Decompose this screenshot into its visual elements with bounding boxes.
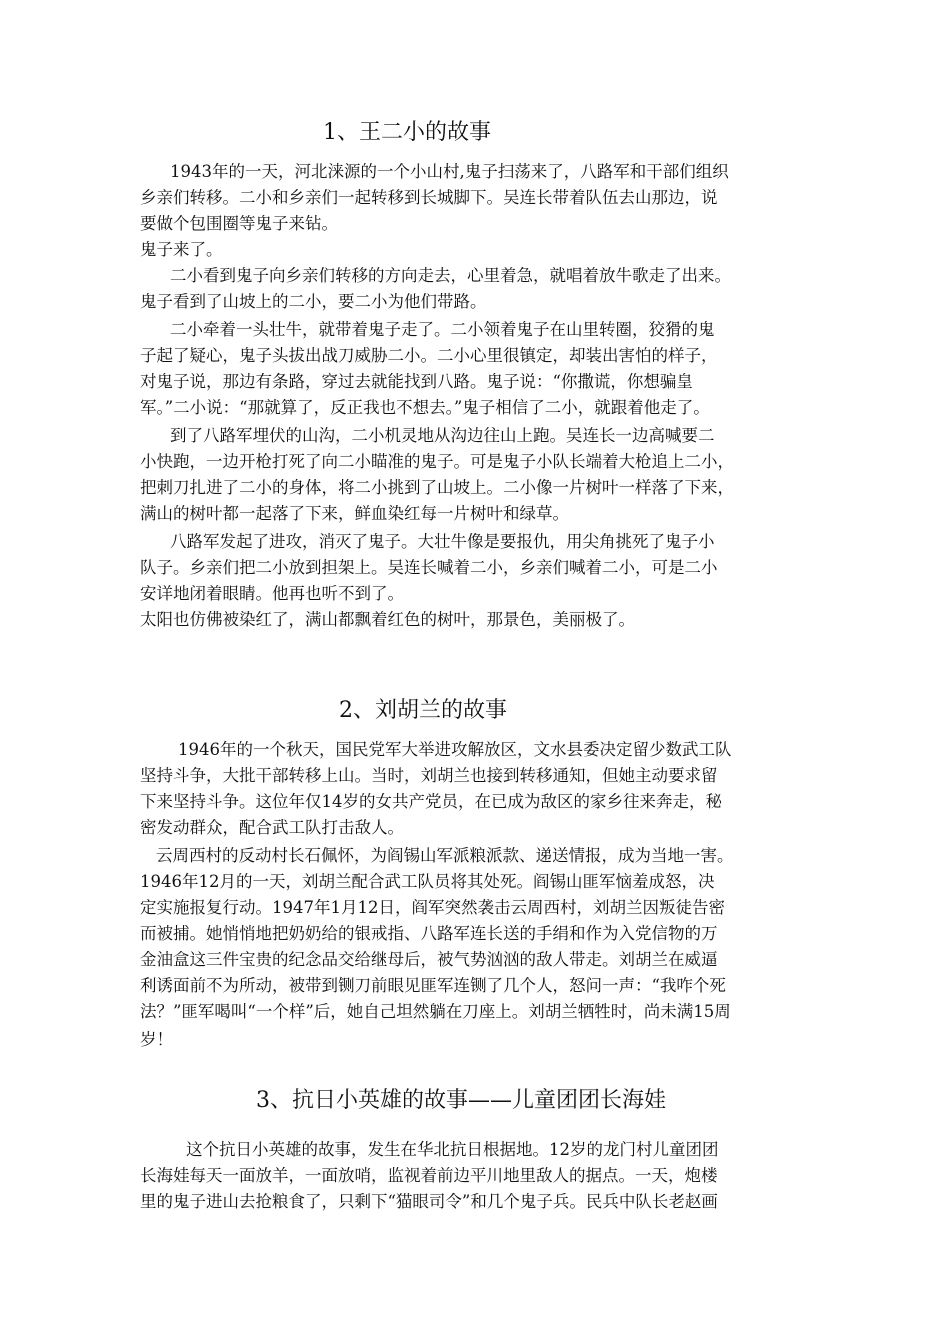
story2-line: 而被捕。她悄悄地把奶奶给的银戒指、八路军连长送的手绢和作为入党信物的万 [140,924,718,943]
story3-line: 这个抗日小英雄的故事，发生在华北抗日根据地。12岁的龙门村儿童团团 [186,1140,719,1159]
story1-line: 八路军发起了进攻，消灭了鬼子。大壮牛像是要报仇，用尖角挑死了鬼子小 [170,532,715,551]
story1-line: 到了八路军埋伏的山沟，二小机灵地从沟边往山上跑。吴连长一边高喊要二 [170,426,715,445]
story1-line: 对鬼子说，那边有条路，穿过去就能找到八路。鬼子说：“你撒谎，你想骗皇 [140,372,693,391]
story2-line: 下来坚持斗争。这位年仅14岁的女共产党员，在已成为敌区的家乡往来奔走，秘 [140,792,722,811]
story3-title: 3、抗日小英雄的故事——儿童团团长海娃 [256,1088,666,1113]
story1-line: 乡亲们转移。二小和乡亲们一起转移到长城脚下。吴连长带着队伍去山那边，说 [140,188,718,207]
story2-line: 金油盒这三件宝贵的纪念品交给继母后，被气势汹汹的敌人带走。刘胡兰在威逼 [140,950,718,969]
story2-title: 2、刘胡兰的故事 [339,698,507,723]
story1-line: 安详地闭着眼睛。他再也听不到了。 [140,584,404,603]
story2-line: 1946年的一个秋天，国民党军大举进攻解放区，文水县委决定留少数武工队 [178,740,732,759]
story1-line: 鬼子看到了山坡上的二小，要二小为他们带路。 [140,292,487,311]
story2-line: 坚持斗争，大批干部转移上山。当时，刘胡兰也接到转移通知，但她主动要求留 [140,766,718,785]
story1-title: 1、王二小的故事 [323,120,491,145]
story1-line: 1943年的一天，河北涞源的一个小山村,鬼子扫荡来了，八路军和干部们组织 [170,162,729,181]
story3-line: 长海娃每天一面放羊，一面放哨，监视着前边平川地里敌人的据点。一天，炮楼 [140,1166,718,1185]
story1-line: 小快跑，一边开枪打死了向二小瞄准的鬼子。可是鬼子小队长端着大枪追上二小， [140,452,734,471]
story2-line: 法？”匪军喝叫“一个样”后，她自己坦然躺在刀座上。刘胡兰牺牲时，尚未满15周 [140,1002,731,1021]
story2-line: 利诱面前不为所动，被带到铡刀前眼见匪军连铡了几个人，怒问一声：“我咋个死 [140,976,726,995]
story1-line: 太阳也仿佛被染红了，满山都飘着红色的树叶，那景色，美丽极了。 [140,610,635,629]
story1-line: 二小牵着一头壮牛，就带着鬼子走了。二小领着鬼子在山里转圈，狡猾的鬼 [170,320,715,339]
story2-line: 云周西村的反动村长石佩怀，为阎锡山军派粮派款、递送情报，成为当地一害。 [156,846,734,865]
story1-line: 鬼子来了。 [140,240,223,259]
story2-line: 1946年12月的一天，刘胡兰配合武工队员将其处死。阎锡山匪军恼羞成怒，决 [140,872,715,891]
story2-line: 定实施报复行动。1947年1月12日，阎军突然袭击云周西村，刘胡兰因叛徒告密 [140,898,725,917]
story1-line: 队子。乡亲们把二小放到担架上。吴连长喊着二小，乡亲们喊着二小，可是二小 [140,558,718,577]
story1-line: 二小看到鬼子向乡亲们转移的方向走去，心里着急，就唱着放牛歌走了出来。 [170,266,731,285]
story3-line: 里的鬼子进山去抢粮食了，只剩下“猫眼司令”和几个鬼子兵。民兵中队长老赵画 [140,1192,718,1211]
story2-line: 密发动群众，配合武工队打击敌人。 [140,818,404,837]
story1-line: 要做个包围圈等鬼子来钻。 [140,214,338,233]
story1-line: 子起了疑心，鬼子头拔出战刀威胁二小。二小心里很镇定，却装出害怕的样子， [140,346,718,365]
story1-line: 满山的树叶都一起落了下来，鲜血染红每一片树叶和绿草。 [140,504,569,523]
story1-line: 军。”二小说：“那就算了，反正我也不想去。”鬼子相信了二小，就跟着他走了。 [140,398,710,417]
story2-line: 岁！ [140,1030,173,1049]
story1-line: 把刺刀扎进了二小的身体，将二小挑到了山坡上。二小像一片树叶一样落了下来， [140,478,734,497]
